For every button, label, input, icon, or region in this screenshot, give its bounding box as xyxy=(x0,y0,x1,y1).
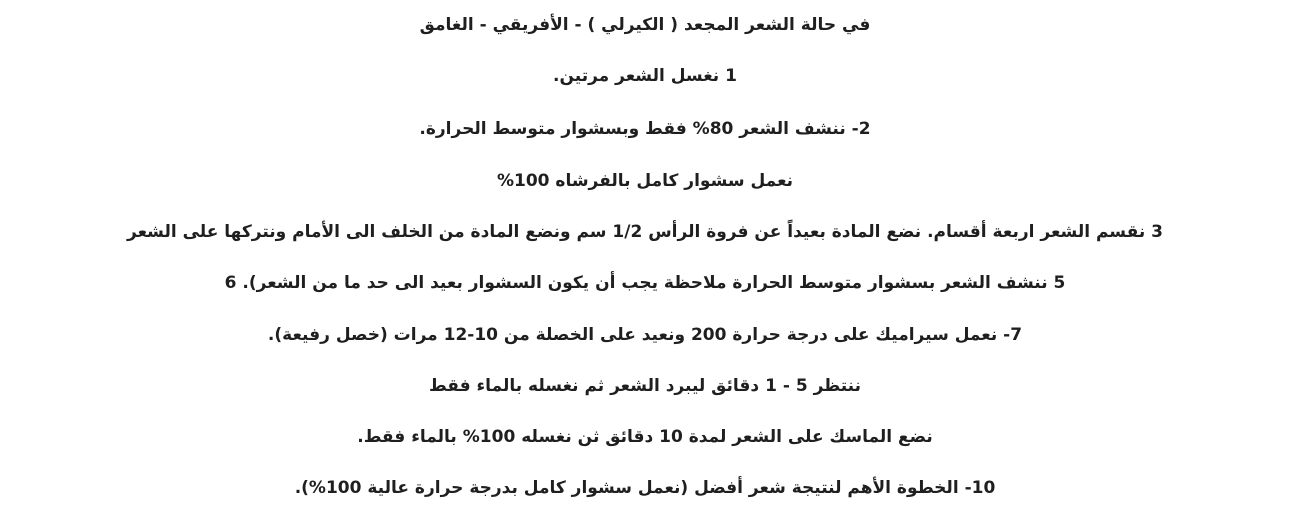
instruction-line: 7- نعمل سيراميك على درجة حرارة 200 ونعيد على الخصلة من 10-12 مرات (خصل رفيعة). xyxy=(267,325,1023,345)
instruction-line: نعمل سشوار كامل بالفرشاه 100% xyxy=(496,171,794,191)
instruction-line: 2- ننشف الشعر 80% فقط وبسشوار متوسط الحرارة. xyxy=(419,119,871,139)
instruction-line: 5 ننشف الشعر بسشوار متوسط الحرارة ملاحظة يجب أن يكون السشوار بعيد الى حد ما من الشعر). 6 xyxy=(224,273,1066,293)
instruction-line: 10- الخطوة الأهم لنتيجة شعر أفضل (نعمل سشوار كامل بدرجة حرارة عالية 100%). xyxy=(294,478,996,498)
instruction-line: نضع الماسك على الشعر لمدة 10 دقائق ثن نغسله 100% بالماء فقط. xyxy=(357,427,933,447)
document-title: في حالة الشعر المجعد ( الكيرلي ) - الأفريقي - الغامق xyxy=(419,15,871,35)
instruction-line: 3 نقسم الشعر اربعة أقسام. نضع المادة بعيداً عن فروة الرأس 1/2 سم ونضع المادة من الخلف الى الأمام ونتركها على الشعر xyxy=(127,222,1163,242)
instruction-line: ننتظر 5 - 1 دقائق ليبرد الشعر ثم نغسله بالماء فقط xyxy=(429,376,861,396)
instruction-line: 1 نغسل الشعر مرتين. xyxy=(553,66,737,86)
